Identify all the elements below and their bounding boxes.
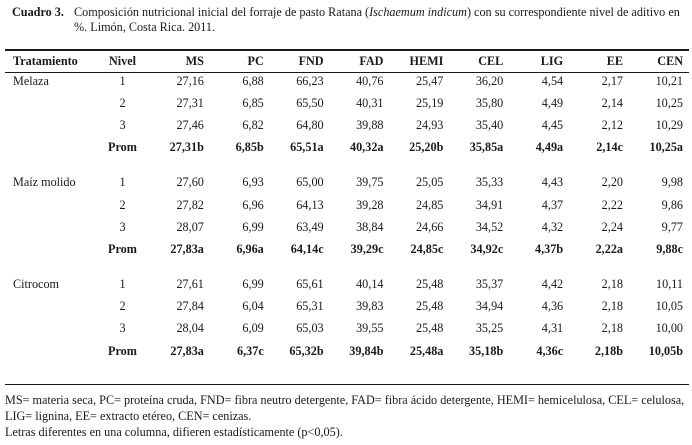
level-cell: 3 xyxy=(119,117,126,132)
value-cell: 24,93 xyxy=(415,117,444,132)
value-cell: 4,45 xyxy=(541,117,564,132)
level-cell: 2 xyxy=(119,95,126,110)
treatment-cell xyxy=(5,137,95,159)
value-cell: 4,54 xyxy=(541,73,564,88)
value-cell: 2,12 xyxy=(601,117,623,132)
value-cell: 38,84 xyxy=(356,219,384,234)
footnote-significance: Letras diferentes en una columna, difieren estadísticamente (p<0,05). xyxy=(5,425,343,439)
value-cell: 10,25 xyxy=(655,95,683,110)
average-value-cell: 6,96a xyxy=(236,241,264,256)
value-cell: 6,82 xyxy=(242,117,264,132)
value-cell: 25,48 xyxy=(415,277,444,292)
level-cell: 1 xyxy=(119,73,126,88)
value-cell: 6,85 xyxy=(242,95,264,110)
average-value-cell: 2,18b xyxy=(594,343,623,358)
header-cell: CEN xyxy=(657,53,683,68)
value-cell: 39,75 xyxy=(356,175,384,190)
value-cell: 2,22 xyxy=(601,197,623,212)
value-cell: 4,42 xyxy=(541,277,564,292)
value-cell: 6,04 xyxy=(242,299,264,314)
value-cell: 27,82 xyxy=(176,197,204,212)
value-cell: 39,83 xyxy=(356,299,384,314)
treatment-name: Melaza xyxy=(13,73,49,88)
average-value-cell: 39,29c xyxy=(350,241,384,256)
table-row xyxy=(5,318,689,340)
value-cell: 4,36 xyxy=(541,299,564,314)
value-cell: 24,85 xyxy=(415,197,444,212)
value-cell: 6,96 xyxy=(242,197,264,212)
average-value-cell: 35,85a xyxy=(469,140,504,155)
prom-label: Prom xyxy=(108,140,137,155)
average-value-cell: 64,14c xyxy=(290,241,324,256)
value-cell: 10,21 xyxy=(655,73,683,88)
average-value-cell: 40,32a xyxy=(349,140,384,155)
treatment-cell xyxy=(5,296,95,318)
value-cell: 2,18 xyxy=(601,299,623,314)
value-cell: 27,60 xyxy=(176,175,204,190)
treatment-cell xyxy=(5,340,95,362)
value-cell: 64,13 xyxy=(296,197,324,212)
value-cell: 65,00 xyxy=(296,175,324,190)
group-spacer xyxy=(5,261,689,274)
value-cell: 10,00 xyxy=(655,321,683,336)
value-cell: 6,09 xyxy=(242,321,264,336)
value-cell: 39,28 xyxy=(356,197,384,212)
value-cell: 39,55 xyxy=(356,321,384,336)
value-cell: 2,20 xyxy=(601,175,623,190)
value-cell: 4,32 xyxy=(541,219,564,234)
average-value-cell: 4,36c xyxy=(536,343,564,358)
header-cell: HEMI xyxy=(409,53,444,68)
caption-text xyxy=(74,5,688,35)
header-cell: PC xyxy=(247,53,264,68)
header-cell: FAD xyxy=(359,53,384,68)
treatment-cell xyxy=(5,194,95,216)
average-row xyxy=(5,238,689,260)
value-cell: 25,48 xyxy=(415,299,444,314)
value-cell: 27,61 xyxy=(176,277,204,292)
caption-label: Cuadro 3. xyxy=(12,5,64,19)
average-row xyxy=(5,340,689,362)
value-cell: 2,18 xyxy=(601,277,623,292)
average-value-cell: 27,83a xyxy=(170,241,204,256)
table-body xyxy=(5,70,689,362)
value-cell: 4,43 xyxy=(541,175,564,190)
value-cell: 35,40 xyxy=(475,117,504,132)
value-cell: 35,33 xyxy=(475,175,504,190)
treatment-name: Maíz molido xyxy=(13,175,76,190)
header-cell: Tratamiento xyxy=(13,53,78,68)
treatment-cell xyxy=(5,318,95,340)
table-row xyxy=(5,92,689,114)
average-row xyxy=(5,137,689,159)
value-cell: 34,52 xyxy=(475,219,504,234)
treatment-cell xyxy=(5,92,95,114)
value-cell: 4,49 xyxy=(541,95,564,110)
value-cell: 10,11 xyxy=(656,277,683,292)
value-cell: 35,37 xyxy=(475,277,504,292)
value-cell: 27,84 xyxy=(176,299,204,314)
treatment-cell xyxy=(5,114,95,136)
value-cell: 25,48 xyxy=(415,321,444,336)
value-cell: 63,49 xyxy=(296,219,324,234)
value-cell: 40,14 xyxy=(356,277,384,292)
average-value-cell: 10,25a xyxy=(649,140,683,155)
value-cell: 6,99 xyxy=(242,219,264,234)
value-cell: 40,31 xyxy=(356,95,384,110)
average-value-cell: 6,85b xyxy=(235,140,264,155)
prom-label: Prom xyxy=(108,343,137,358)
composition-table xyxy=(5,52,689,362)
value-cell: 25,19 xyxy=(415,95,444,110)
average-value-cell: 35,18b xyxy=(469,343,504,358)
treatment-cell xyxy=(5,216,95,238)
average-value-cell: 2,14c xyxy=(596,140,623,155)
value-cell: 35,80 xyxy=(475,95,504,110)
caption-species: Ischaemum indicum xyxy=(369,5,467,19)
value-cell: 34,94 xyxy=(475,299,504,314)
value-cell: 24,66 xyxy=(415,219,444,234)
table-caption xyxy=(12,5,688,35)
value-cell: 9,77 xyxy=(661,219,683,234)
header-cell: EE xyxy=(606,53,623,68)
spacer-cell xyxy=(5,159,689,172)
average-value-cell: 4,37b xyxy=(535,241,564,256)
bottom-rule xyxy=(5,384,689,385)
average-value-cell: 39,84b xyxy=(349,343,384,358)
value-cell: 9,98 xyxy=(661,175,683,190)
value-cell: 27,46 xyxy=(176,117,204,132)
average-value-cell: 10,05b xyxy=(648,343,683,358)
value-cell: 6,99 xyxy=(242,277,264,292)
value-cell: 65,31 xyxy=(296,299,324,314)
footnote-abbreviations: MS= materia seca, PC= proteína cruda, FND= fibra neutro detergente, FAD= fibra ácido detergente, HEMI= hemicelulosa, CEL= celulosa, LIG= lignina, EE= extracto etéreo, CEN= cenizas. xyxy=(5,393,685,423)
level-cell: 3 xyxy=(119,321,126,336)
value-cell: 27,31 xyxy=(176,95,204,110)
value-cell: 36,20 xyxy=(475,73,504,88)
level-cell: 2 xyxy=(119,299,126,314)
value-cell: 35,25 xyxy=(475,321,504,336)
header-row xyxy=(5,52,689,70)
table-row xyxy=(5,296,689,318)
average-value-cell: 27,83a xyxy=(170,343,204,358)
value-cell: 9,86 xyxy=(661,197,683,212)
average-value-cell: 2,22a xyxy=(595,241,623,256)
caption-text-start: Composición nutricional inicial del forraje de pasto Ratana ( xyxy=(74,5,370,19)
group-spacer xyxy=(5,159,689,172)
top-rule xyxy=(5,49,689,51)
spacer-cell xyxy=(5,261,689,274)
level-cell: 3 xyxy=(119,219,126,234)
average-value-cell: 27,31b xyxy=(169,140,204,155)
footnotes xyxy=(5,392,689,440)
value-cell: 4,37 xyxy=(541,197,564,212)
level-cell: 1 xyxy=(119,175,126,190)
value-cell: 2,14 xyxy=(601,95,623,110)
header-cell: CEL xyxy=(478,53,504,68)
table-row xyxy=(5,194,689,216)
value-cell: 27,16 xyxy=(176,73,204,88)
average-value-cell: 9,88c xyxy=(656,241,683,256)
value-cell: 65,50 xyxy=(296,95,324,110)
value-cell: 39,88 xyxy=(356,117,384,132)
average-value-cell: 65,51a xyxy=(290,140,324,155)
value-cell: 65,03 xyxy=(296,321,324,336)
value-cell: 2,17 xyxy=(601,73,623,88)
value-cell: 25,05 xyxy=(415,175,444,190)
level-cell: 1 xyxy=(119,277,126,292)
table-row xyxy=(5,216,689,238)
average-value-cell: 34,92c xyxy=(470,241,504,256)
caption-text-end: ) con su correspondiente nivel de aditivo en %. Limón, Costa Rica. 2011. xyxy=(74,5,680,34)
average-value-cell: 4,49a xyxy=(535,140,564,155)
value-cell: 10,29 xyxy=(655,117,683,132)
value-cell: 34,91 xyxy=(475,197,504,212)
value-cell: 64,80 xyxy=(296,117,324,132)
header-cell: LIG xyxy=(540,53,564,68)
header-cell: MS xyxy=(185,53,204,68)
prom-label: Prom xyxy=(108,241,137,256)
value-cell: 25,47 xyxy=(415,73,444,88)
table-row xyxy=(5,172,689,194)
average-value-cell: 24,85c xyxy=(410,241,444,256)
average-value-cell: 65,32b xyxy=(289,343,324,358)
treatment-cell xyxy=(5,238,95,260)
value-cell: 6,88 xyxy=(242,73,264,88)
value-cell: 65,61 xyxy=(296,277,324,292)
value-cell: 4,31 xyxy=(541,321,564,336)
header-cell: FND xyxy=(298,53,324,68)
average-value-cell: 25,48a xyxy=(409,343,444,358)
treatment-name: Citrocom xyxy=(13,277,60,292)
value-cell: 40,76 xyxy=(356,73,384,88)
level-cell: 2 xyxy=(119,197,126,212)
header-cell: Nivel xyxy=(108,53,137,68)
average-value-cell: 25,20b xyxy=(409,140,444,155)
value-cell: 2,18 xyxy=(601,321,623,336)
value-cell: 28,07 xyxy=(176,219,204,234)
table-row xyxy=(5,70,689,92)
table-row xyxy=(5,274,689,296)
value-cell: 2,24 xyxy=(601,219,623,234)
value-cell: 28,04 xyxy=(176,321,204,336)
value-cell: 6,93 xyxy=(242,175,264,190)
value-cell: 10,05 xyxy=(655,299,683,314)
value-cell: 66,23 xyxy=(296,73,324,88)
average-value-cell: 6,37c xyxy=(237,343,264,358)
table-row xyxy=(5,114,689,136)
